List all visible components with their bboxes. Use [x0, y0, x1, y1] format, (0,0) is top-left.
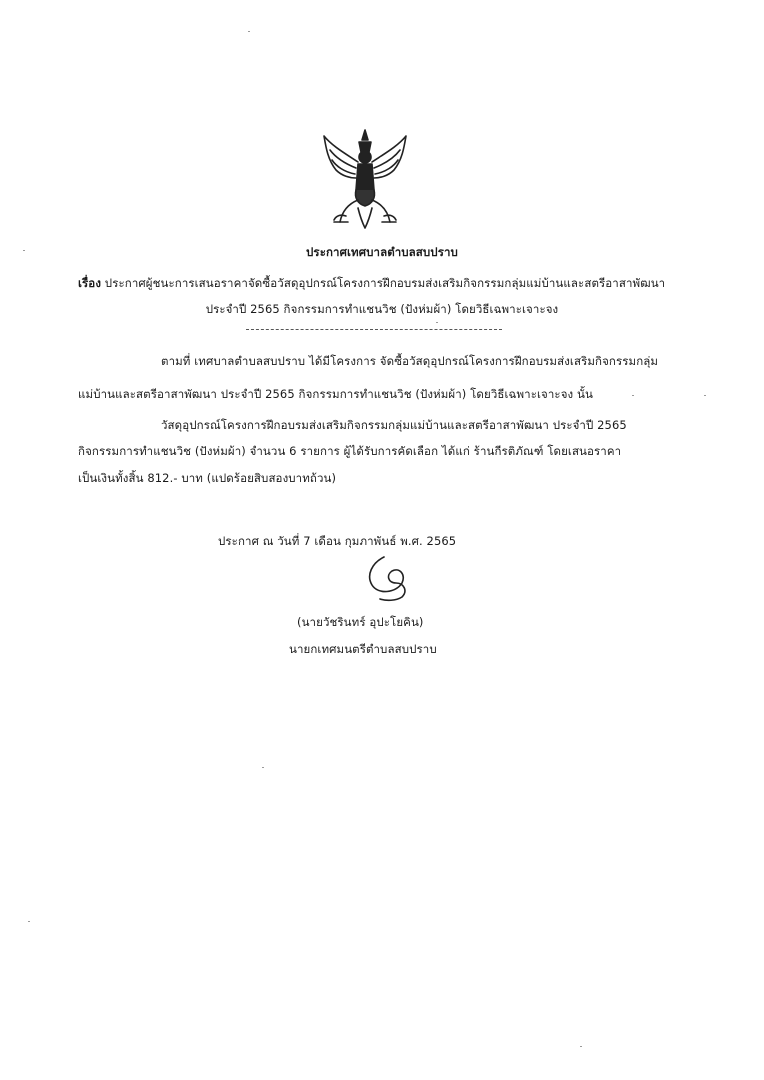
signatory-position: นายกเทศมนตรีตำบลสบปราบ [289, 642, 437, 656]
scan-speck [262, 767, 264, 768]
subject-label: เรื่อง [78, 276, 102, 290]
announcement-date: ประกาศ ณ วันที่ 7 เดือน กุมภาพันธ์ พ.ศ. 2565 [218, 534, 457, 548]
garuda-emblem-icon [318, 124, 412, 234]
scan-speck [580, 1046, 582, 1047]
scan-speck [248, 31, 250, 32]
subject-line-2: ประจำปี 2565 กิจกรรมการทำแชนวิช (ปังห่มผ้า) โดยวิธีเฉพาะเจาะจง [205, 302, 559, 316]
body-paragraph-2-line-3: เป็นเงินทั้งสิ้น 812.- บาท (แปดร้อยสิบสองบาทถ้วน) [78, 471, 337, 485]
scan-speck [436, 322, 438, 323]
divider-line [246, 329, 502, 330]
body-paragraph-2-line-2: กิจกรรมการทำแชนวิช (ปังห่มผ้า) จำนวน 6 รายการ ผู้ได้รับการคัดเลือก ได้แก่ ร้านกีรติภัณฑ์ โดยเสนอราคา [78, 444, 622, 458]
scan-speck [23, 250, 25, 251]
announcement-title: ประกาศเทศบาลตำบลสบปราบ [306, 245, 458, 259]
body-paragraph-2-line-1: วัสดุอุปกรณ์โครงการฝึกอบรมส่งเสริมกิจกรรมกลุ่มแม่บ้านและสตรีอาสาพัฒนา ประจำปี 2565 [161, 418, 627, 432]
signatory-name: (นายวัชรินทร์ อุปะโยคิน) [297, 615, 424, 629]
signature-icon [358, 553, 418, 603]
subject-line-1 [78, 275, 665, 293]
body-paragraph-1-line-1: ตามที่ เทศบาลตำบลสบปราบ ได้มีโครงการ จัดซื้อวัสดุอุปกรณ์โครงการฝึกอบรมส่งเสริมกิจกรรมกลุ่ม [161, 354, 659, 368]
body-paragraph-1-line-2: แม่บ้านและสตรีอาสาพัฒนา ประจำปี 2565 กิจกรรมการทำแชนวิช (ปังห่มผ้า) โดยวิธีเฉพาะเจาะจง นั้น [78, 387, 593, 401]
subject-text-1: ประกาศผู้ชนะการเสนอราคาจัดซื้อวัสดุอุปกรณ์โครงการฝึกอบรมส่งเสริมกิจกรรมกลุ่มแม่บ้านและสตรีอาสาพัฒนา [104, 276, 666, 290]
scan-speck [704, 395, 706, 396]
scan-speck [632, 395, 634, 396]
scan-speck [28, 921, 30, 922]
